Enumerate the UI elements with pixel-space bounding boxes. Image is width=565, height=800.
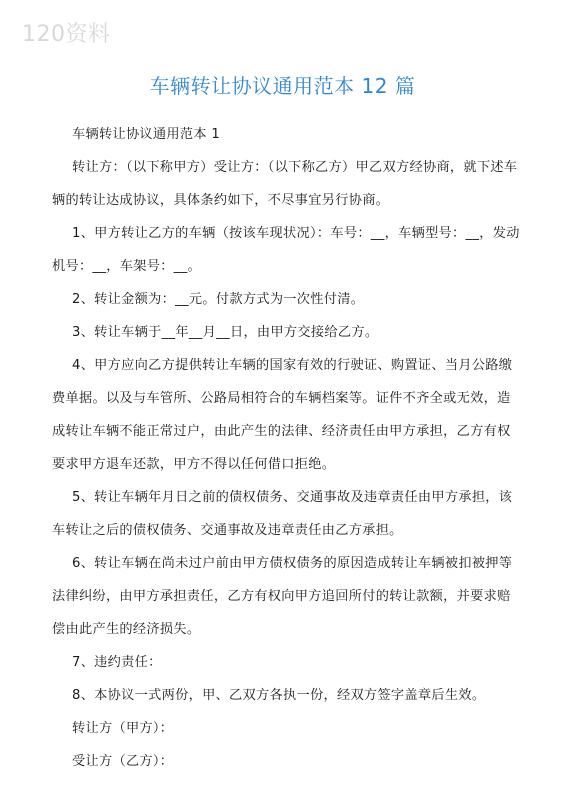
clause-6: 6、转让车辆在尚未过户前由甲方债权债务的原因造成转让车辆被扣被押等法律纠纷，由甲方承担责任，乙方有权向甲方追回所付的转让款额，并要求赔偿由此产生的经济损失。	[52, 556, 513, 637]
clause-4: 4、甲方应向乙方提供转让车辆的国家有效的行驶证、购置证、当月公路缴费单据。以及与车管所、公路局相符合的车辆档案等。证件不齐全或无效，造成转让车辆不能正常过户，由此产生的法律、经济责任由甲方承担，乙方有权要求甲方退车还款，甲方不得以任何借口拒绝。	[52, 358, 513, 472]
section-heading: 车辆转让协议通用范本 1	[72, 127, 221, 142]
document-body	[52, 118, 524, 778]
clause-3: 3、转让车辆于__年__月__日，由甲方交接给乙方。	[72, 325, 379, 340]
clause-2: 2、转让金额为：__元。付款方式为一次性付清。	[72, 292, 365, 307]
transferor-signature-line: 转让方（甲方）：	[72, 721, 174, 736]
clause-8: 8、本协议一式两份，甲、乙双方各执一份，经双方签字盖章后生效。	[72, 688, 486, 703]
watermark: 120资料	[22, 22, 111, 47]
document-title: 车辆转让协议通用范本 12 篇	[149, 74, 416, 98]
transferee-signature-line: 受让方（乙方）：	[72, 754, 174, 769]
clause-7: 7、违约责任：	[72, 655, 162, 670]
clause-5: 5、转让车辆年月日之前的债权债务、交通事故及违章责任由甲方承担，该车转让之后的债权债务、交通事故及违章责任由乙方承担。	[52, 490, 513, 538]
clause-1: 1、甲方转让乙方的车辆（按该车现状况）：车号：__，车辆型号：__，发动机号：__，车架号：__。	[52, 226, 520, 274]
intro-paragraph: 转让方：（以下称甲方）受让方：（以下称乙方）甲乙双方经协商，就下述车辆的转让达成协议，具体条约如下，不尽事宜另行协商。	[52, 160, 518, 208]
